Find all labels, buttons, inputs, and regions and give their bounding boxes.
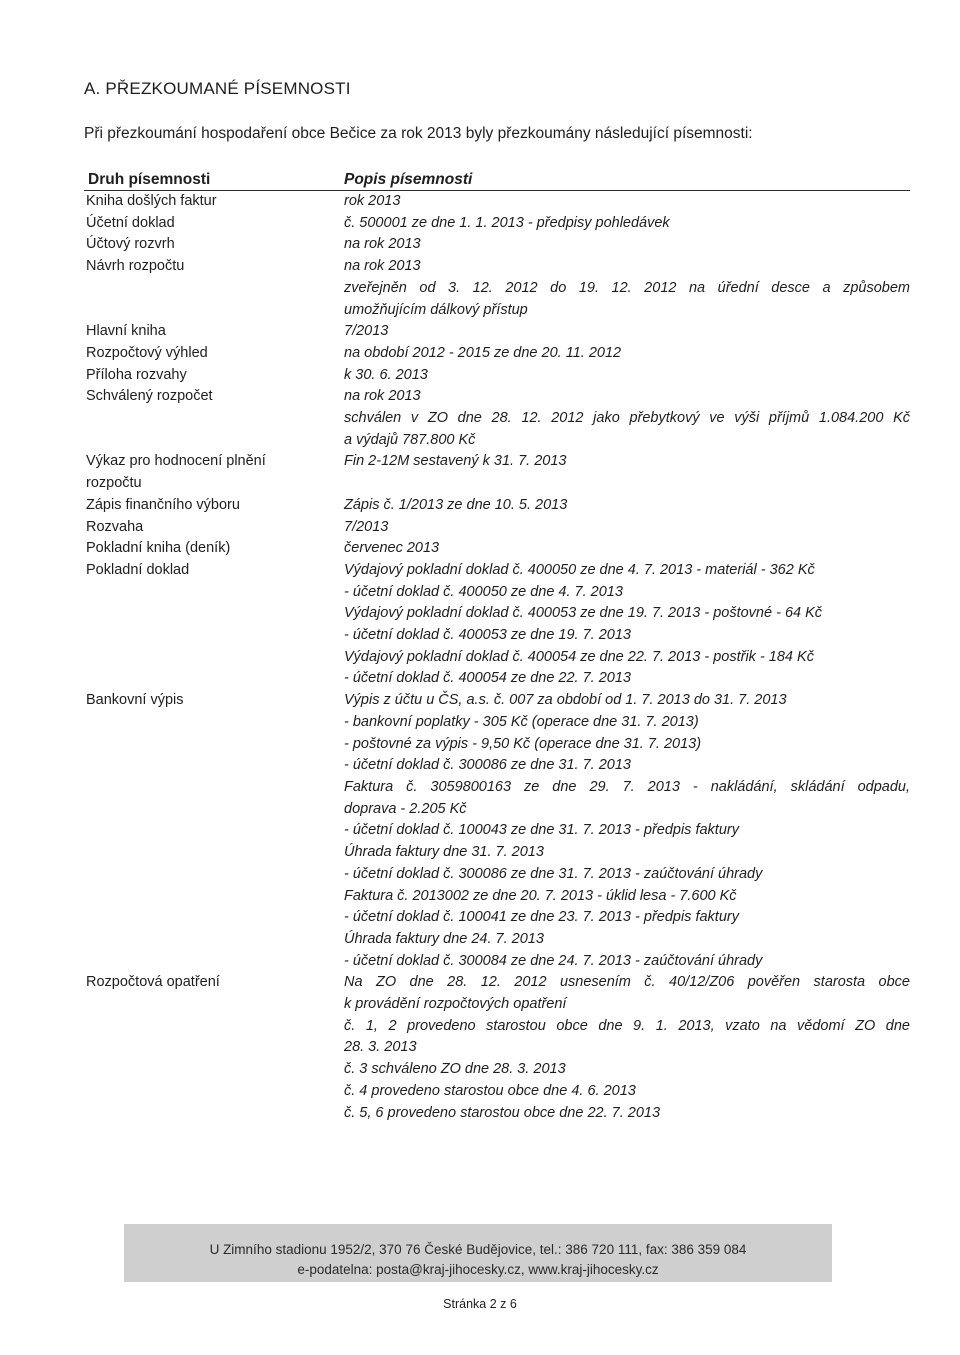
document-type-line: Rozvaha xyxy=(86,518,144,535)
document-description xyxy=(344,972,910,1124)
description-line: k 30. 6. 2013 xyxy=(344,366,428,383)
table-row xyxy=(84,560,910,690)
document-type xyxy=(84,972,344,1124)
document-type xyxy=(84,256,344,321)
document-description xyxy=(344,191,910,213)
table-row xyxy=(84,451,910,494)
table-row xyxy=(84,191,910,213)
table-row xyxy=(84,321,910,343)
document-type xyxy=(84,386,344,451)
document-type xyxy=(84,191,344,213)
document-type-line: Účtový rozvrh xyxy=(86,236,175,253)
description-line: - účetní doklad č. 300084 ze dne 24. 7. 2013 - zaúčtování úhrady xyxy=(344,952,763,969)
description-line: umožňujícím dálkový přístup xyxy=(344,301,528,318)
description-line: zveřejněn od 3. 12. 2012 do 19. 12. 2012 na úřední desce a způsobem xyxy=(344,279,910,296)
description-line: č. 5, 6 provedeno starostou obce dne 22. 7. 2013 xyxy=(344,1104,661,1121)
document-description xyxy=(344,690,910,972)
description-line: - bankovní poplatky - 305 Kč (operace dne 31. 7. 2013) xyxy=(344,713,699,730)
description-line: Zápis č. 1/2013 ze dne 10. 5. 2013 xyxy=(344,496,568,513)
table-row xyxy=(84,234,910,256)
description-line: 7/2013 xyxy=(344,323,389,340)
document-type-line: Návrh rozpočtu xyxy=(86,258,185,275)
document-type-line: Rozpočtová opatření xyxy=(86,974,220,991)
document-type-line: Kniha došlých faktur xyxy=(86,193,217,209)
table-row xyxy=(84,538,910,560)
description-line: Faktura č. 3059800163 ze dne 29. 7. 2013 - nakládání, skládání odpadu, xyxy=(344,778,910,795)
documents-table xyxy=(84,170,910,1124)
document-description xyxy=(344,365,910,387)
document-description xyxy=(344,517,910,539)
document-type xyxy=(84,213,344,235)
table-row xyxy=(84,256,910,321)
description-line: - účetní doklad č. 400054 ze dne 22. 7. 2013 xyxy=(344,670,631,687)
column-header-type: Druh písemnosti xyxy=(88,171,211,188)
document-type-line: rozpočtu xyxy=(86,475,142,492)
table-row xyxy=(84,972,910,1124)
document-type xyxy=(84,365,344,387)
document-type-line: Výkaz pro hodnocení plnění xyxy=(86,453,266,470)
table-row xyxy=(84,690,910,972)
description-line: červenec 2013 xyxy=(344,540,440,557)
description-line: rok 2013 xyxy=(344,193,401,209)
document-type-line: Pokladní doklad xyxy=(86,561,190,578)
table-body xyxy=(84,191,910,1124)
description-line: schválen v ZO dne 28. 12. 2012 jako přebytkový ve výši příjmů 1.084.200 Kč xyxy=(344,410,910,427)
document-type xyxy=(84,517,344,539)
description-line: - účetní doklad č. 400050 ze dne 4. 7. 2013 xyxy=(344,583,623,600)
table-row xyxy=(84,365,910,387)
document-type xyxy=(84,343,344,365)
document-type xyxy=(84,560,344,690)
table-row xyxy=(84,386,910,451)
description-line: na rok 2013 xyxy=(344,388,421,405)
description-line: na období 2012 - 2015 ze dne 20. 11. 2012 xyxy=(344,344,622,361)
description-line: na rok 2013 xyxy=(344,258,421,275)
footer-contact: e-podatelna: posta@kraj-jihocesky.cz, www.kraj-jihocesky.cz xyxy=(297,1262,659,1277)
document-type-line: Příloha rozvahy xyxy=(86,366,187,383)
description-line: 28. 3. 2013 xyxy=(344,1039,417,1056)
description-line: Úhrada faktury dne 24. 7. 2013 xyxy=(344,930,544,947)
document-type-line: Zápis finančního výboru xyxy=(86,496,240,513)
document-type xyxy=(84,451,344,494)
document-type xyxy=(84,234,344,256)
document-description xyxy=(344,234,910,256)
table-row xyxy=(84,213,910,235)
description-line: č. 3 schváleno ZO dne 28. 3. 2013 xyxy=(344,1061,566,1078)
description-line: 7/2013 xyxy=(344,518,389,535)
document-description xyxy=(344,560,910,690)
document-type xyxy=(84,538,344,560)
description-line: k provádění rozpočtových opatření xyxy=(344,996,567,1013)
document-type xyxy=(84,495,344,517)
description-line: - účetní doklad č. 100041 ze dne 23. 7. 2013 - předpis faktury xyxy=(344,909,739,926)
description-line: Výpis z účtu u ČS, a.s. č. 007 za období od 1. 7. 2013 do 31. 7. 2013 xyxy=(344,692,787,709)
intro-text: Při přezkoumání hospodaření obce Bečice za rok 2013 byly přezkoumány následující písemnosti: xyxy=(84,125,753,142)
description-line: na rok 2013 xyxy=(344,236,421,253)
description-line: - účetní doklad č. 300086 ze dne 31. 7. 2013 - zaúčtování úhrady xyxy=(344,865,763,882)
table-row xyxy=(84,495,910,517)
document-description xyxy=(344,213,910,235)
document-description xyxy=(344,538,910,560)
description-line: Na ZO dne 28. 12. 2012 usnesením č. 40/12/Z06 pověřen starosta obce xyxy=(344,974,910,991)
document-description xyxy=(344,321,910,343)
description-line: Výdajový pokladní doklad č. 400050 ze dne 4. 7. 2013 - materiál - 362 Kč xyxy=(344,561,815,578)
description-line: - účetní doklad č. 100043 ze dne 31. 7. 2013 - předpis faktury xyxy=(344,822,739,839)
document-description xyxy=(344,343,910,365)
description-line: č. 1, 2 provedeno starostou obce dne 9. 1. 2013, vzato na vědomí ZO dne xyxy=(344,1017,910,1034)
table-row xyxy=(84,343,910,365)
description-line: Úhrada faktury dne 31. 7. 2013 xyxy=(344,844,544,861)
description-line: č. 500001 ze dne 1. 1. 2013 - předpisy pohledávek xyxy=(344,214,670,231)
document-description xyxy=(344,495,910,517)
description-line: Výdajový pokladní doklad č. 400054 ze dne 22. 7. 2013 - postřik - 184 Kč xyxy=(344,648,814,665)
document-description xyxy=(344,256,910,321)
page-number: Stránka 2 z 6 xyxy=(443,1297,517,1311)
description-line: - účetní doklad č. 300086 ze dne 31. 7. 2013 xyxy=(344,757,631,774)
description-line: č. 4 provedeno starostou obce dne 4. 6. 2013 xyxy=(344,1082,636,1099)
description-line: Výdajový pokladní doklad č. 400053 ze dne 19. 7. 2013 - poštovné - 64 Kč xyxy=(344,605,823,622)
description-line: a výdajů 787.800 Kč xyxy=(344,431,476,448)
section-title: A. PŘEZKOUMANÉ PÍSEMNOSTI xyxy=(84,79,351,98)
document-type xyxy=(84,690,344,972)
document-type-line: Hlavní kniha xyxy=(86,323,166,340)
document-type xyxy=(84,321,344,343)
document-type-line: Účetní doklad xyxy=(86,214,175,231)
document-type-line: Rozpočtový výhled xyxy=(86,344,208,361)
table-header xyxy=(84,170,910,191)
table-row xyxy=(84,517,910,539)
description-line: Fin 2-12M sestavený k 31. 7. 2013 xyxy=(344,453,567,470)
column-header-description: Popis písemnosti xyxy=(344,171,473,188)
description-line: Faktura č. 2013002 ze dne 20. 7. 2013 - úklid lesa - 7.600 Kč xyxy=(344,887,737,904)
description-line: - poštovné za výpis - 9,50 Kč (operace dne 31. 7. 2013) xyxy=(344,735,702,752)
footer-address: U Zimního stadionu 1952/2, 370 76 České Budějovice, tel.: 386 720 111, fax: 386 359 084 xyxy=(209,1242,747,1257)
document-type-line: Pokladní kniha (deník) xyxy=(86,540,231,557)
description-line: doprava - 2.205 Kč xyxy=(344,800,467,817)
document-type-line: Bankovní výpis xyxy=(86,692,184,709)
document-description xyxy=(344,386,910,451)
description-line: - účetní doklad č. 400053 ze dne 19. 7. 2013 xyxy=(344,627,631,644)
document-description xyxy=(344,451,910,494)
document-type-line: Schválený rozpočet xyxy=(86,388,213,405)
